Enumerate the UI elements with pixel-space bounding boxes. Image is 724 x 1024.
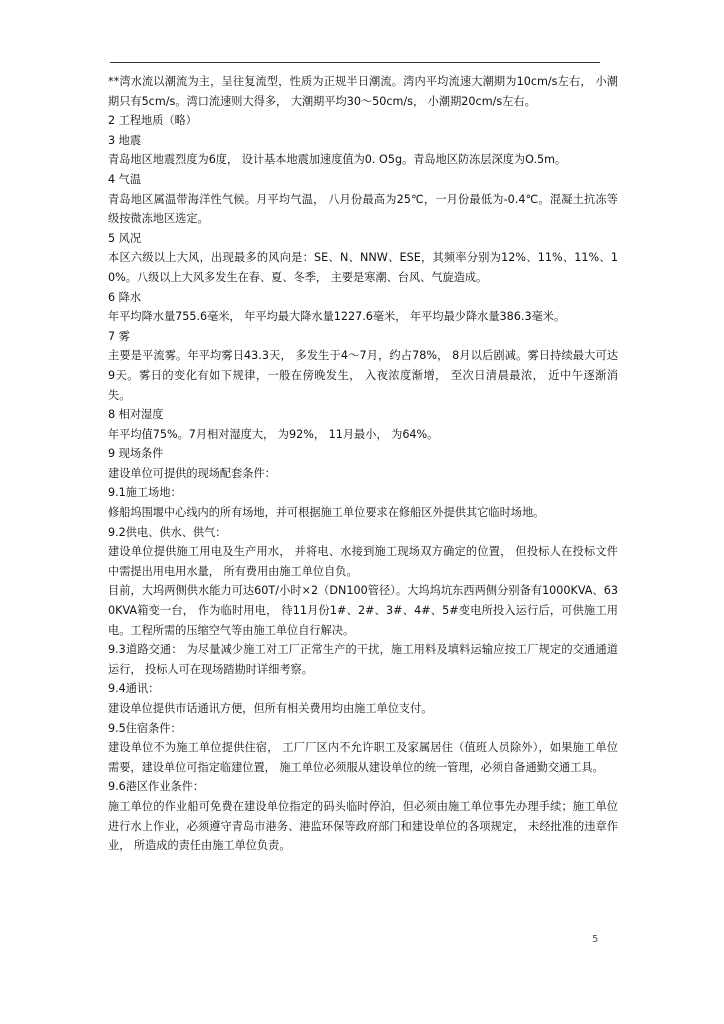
paragraph-road-traffic: 9.3道路交通： 为尽量减少施工对工厂正常生产的干扰，施工用料及填料运输应按工厂规定的交通通道运行， 投标人可在现场踏勘时详细考察。 — [108, 643, 618, 676]
paragraph-utilities: 建设单位提供施工用电及生产用水， 并将电、水接到施工现场双方确定的位置， 但投标人在投标文件中需提出用电用水量， 所有费用由施工单位自负。 — [108, 545, 618, 578]
heading-construction-site: 9.1施工场地： — [108, 486, 182, 500]
heading-utilities: 9.2供电、供水、供气： — [108, 525, 227, 539]
paragraph-fog: 主要是平流雾。年平均雾日43.3天， 多发生于4～7月，约占78%， 8月以后剧减。雾日持续最大可达9天。雾日的变化有如下规律，一般在傍晚发生， 入夜浓度渐增， 至次日清晨最浓， 近中午逐渐消失。 — [108, 349, 618, 402]
header-rule — [110, 62, 600, 63]
paragraph-site-intro: 建设单位可提供的现场配套条件： — [108, 466, 276, 480]
heading-humidity: 8 相对湿度 — [108, 408, 164, 422]
paragraph-precipitation: 年平均降水量755.6毫米， 年平均最大降水量1227.6毫米， 年平均最少降水量386.3毫米。 — [108, 310, 566, 324]
heading-temperature: 4 气温 — [108, 172, 142, 186]
heading-port-operations: 9.6港区作业条件： — [108, 780, 205, 794]
paragraph-communication: 建设单位提供市话通讯方便，但所有相关费用均由施工单位支付。 — [108, 702, 433, 715]
heading-accommodation: 9.5住宿条件： — [108, 721, 182, 735]
paragraph-current: **湾水流以潮流为主，呈往复流型，性质为正规半日潮流。湾内平均流速大潮期为10cm/s左右， 小潮期只有5cm/s。湾口流速则大得多， 大潮期平均30～50cm/s， 小潮期20cm/s左右。 — [108, 75, 618, 108]
document-body — [108, 72, 618, 856]
paragraph-temperature: 青岛地区属温带海洋性气候。月平均气温， 八月份最高为25℃，一月份最低为-0.4℃。混凝土抗冻等级按微冻地区选定。 — [108, 192, 618, 226]
heading-precipitation: 6 降水 — [108, 290, 142, 304]
paragraph-humidity: 年平均值75%。7月相对湿度大， 为92%， 11月最小， 为64%。 — [108, 427, 439, 441]
heading-wind: 5 风况 — [108, 231, 142, 245]
paragraph-port-operations: 施工单位的作业船可免费在建设单位指定的码头临时停泊，但必须由施工单位事先办理手续；施工单位进行水上作业，必须遵守青岛市港务、港监环保等政府部门和建设单位的各项规定， 未经批准的违章作业， 所造成的责任由施工单位负责。 — [108, 799, 618, 853]
paragraph-wind: 本区六级以上大风，出现最多的风向是：SE、N、NNW、ESE，其频率分别为12%、11%、11%、10%。八级以上大风多发生在春、夏、冬季， 主要是寒潮、台风、气旋造成。 — [108, 251, 618, 284]
paragraph-accommodation: 建设单位不为施工单位提供住宿， 工厂厂区内不允许职工及家属居住（值班人员除外），如果施工单位需要，建设单位可指定临建位置， 施工单位必须服从建设单位的统一管理，必须自备通勤交通工具。 — [108, 741, 618, 774]
heading-site-conditions: 9 现场条件 — [108, 447, 164, 461]
paragraph-utilities-detail: 目前，大坞两侧供水能力可达60T/小时×2（DN100管径）。大坞坞坑东西两侧分别备有1000KVA、630KVA箱变一台， 作为临时用电， 待11月份1#、2#、3#、4#、5#变电所投入运行后，可供施工用电。工程所需的压缩空气等由施工单位自行解决。 — [108, 584, 618, 637]
paragraph-construction-site: 修船坞围堰中心线内的所有场地，并可根据施工单位要求在修船区外提供其它临时场地。 — [108, 506, 545, 520]
heading-earthquake: 3 地震 — [108, 133, 142, 147]
heading-fog: 7 雾 — [108, 329, 130, 343]
heading-communication: 9.4通讯： — [108, 682, 160, 696]
paragraph-earthquake: 青岛地区地震烈度为6度， 设计基本地震加速度值为0. O5g。青岛地区防冻层深度为O.5m。 — [108, 153, 567, 167]
heading-geology: 2 工程地质（略） — [108, 114, 197, 128]
page-number: 5 — [592, 934, 599, 945]
